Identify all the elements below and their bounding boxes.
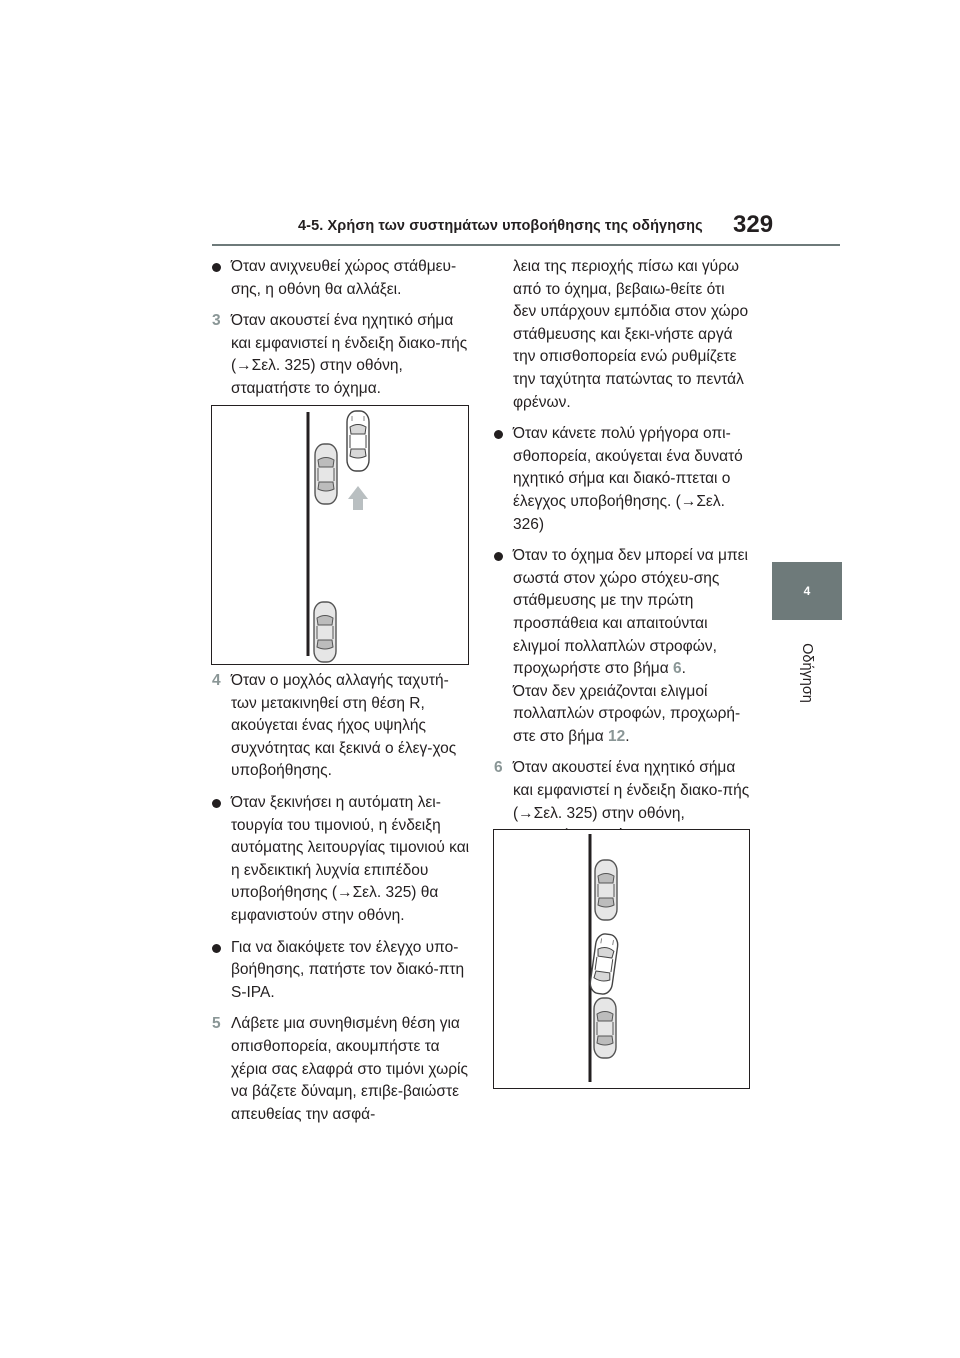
step-3 <box>212 310 470 400</box>
chapter-tab[interactable] <box>772 562 842 620</box>
bullet-icon <box>212 263 221 272</box>
page-number: 329 <box>733 211 774 238</box>
bullet-text: Όταν κάνετε πολύ γρήγορα οπι-σθοπορεία, ακούγεται ένα δυνατό ηχητικό σήμα και διακό-πτεται ο έλεγχος υποβοήθησης. (→Σελ. 326) <box>513 425 743 533</box>
own-car-icon <box>347 411 369 471</box>
bullet-text: Όταν ξεκινήσει η αυτόματη λει-τουργία του τιμονιού, η ένδειξη αυτόματης λειτουργίας τιμονιού και η ενδεικτική λυχνία επιπέδου υποβοήθησης (→Σελ. 325) θα εμφανιστούν στην οθόνη. <box>231 793 470 924</box>
parked-car-icon <box>595 860 617 920</box>
bullet-icon <box>494 430 503 439</box>
chapter-number: 4 <box>803 584 811 598</box>
chapter-label: Οδήγηση <box>799 643 815 703</box>
right-column <box>494 256 752 857</box>
parking-diagram-1-drawing <box>212 406 468 664</box>
bullet-item <box>494 423 752 536</box>
bullet-text: Όταν ανιχνευθεί χώρος στάθμευ-σης, η οθόνη θα αλλάξει. <box>231 258 457 298</box>
bullet-item <box>212 937 470 1005</box>
bullet-item <box>212 256 470 301</box>
step-text: Όταν ακουστεί ένα ηχητικό σήμα και εμφανιστεί η ένδειξη διακο-πής (→Σελ. 325) στην οθόνη, σταματήστε το όχημα. <box>231 312 468 397</box>
left-column-lower <box>212 670 470 1135</box>
bullet-text-a: Όταν το όχημα δεν μπορεί να μπει σωστά στον χώρο στόχευ-σης στάθμευσης με την πρώτη προσπάθεια και απαιτούνται ελιγμοί πολλαπλών στροφών, προχωρήστε στο βήμα <box>513 547 749 678</box>
parking-diagram-2-drawing <box>494 830 749 1088</box>
parked-car-icon <box>314 602 336 662</box>
step-5 <box>212 1013 470 1126</box>
section-title: 4-5. Χρήση των συστημάτων υποβοήθησης της οδήγησης <box>298 218 703 234</box>
header-divider <box>212 244 840 246</box>
bullet-item <box>212 792 470 928</box>
bullet-item <box>494 545 752 748</box>
step-text: λεια της περιοχής πίσω και γύρω από το όχημα, βεβαιω-θείτε ότι δεν υπάρχουν εμπόδια στον χώρο στάθμευσης και ξεκι-νήστε αργά την οπισθοπορεία ενώ ρυθμίζετε την ταχύτητα πατώντας το πεντάλ φρένων. <box>513 258 749 411</box>
step-5-continued <box>494 256 752 414</box>
bullet-text: Για να διακόψετε τον έλεγχο υπο-βοήθησης, πατήστε τον διακό-πτη S-IPA. <box>231 938 465 1001</box>
bullet-icon <box>212 944 221 953</box>
left-column <box>212 256 470 410</box>
parking-diagram-2 <box>493 829 750 1089</box>
forward-arrow-icon <box>348 486 368 510</box>
step-text: Όταν ο μοχλός αλλαγής ταχυτή-των μετακινηθεί στη θέση R, ακούγεται ένας ήχος υψηλής συχνότητας και ξεκινά ο έλεγ-χος υποβοήθησης. <box>231 672 457 780</box>
step-number: 6 <box>494 759 503 777</box>
step-text: Όταν ακουστεί ένα ηχητικό σήμα και εμφανιστεί η ένδειξη διακο-πής (→Σελ. 325) στην οθόνη, <box>513 759 750 822</box>
bullet-text-b: Όταν δεν χρειάζονται ελιγμοί πολλαπλών στροφών, προχωρή-στε στο βήμα <box>513 682 741 745</box>
bullet-icon <box>494 552 503 561</box>
parked-car-icon <box>594 998 616 1058</box>
chapter-side-label <box>790 628 824 718</box>
step-4 <box>212 670 470 783</box>
parking-diagram-1 <box>211 405 469 665</box>
step-reference[interactable]: 6 <box>673 660 682 678</box>
period: . <box>681 660 686 678</box>
step-text: Λάβετε μια συνηθισμένη θέση για οπισθοπορεία, ακουμπήστε τα χέρια σας ελαφρά στο τιμόνι χωρίς να βάζετε δύναμη, επιβε-βαιώστε απευθείας την ασφά- <box>231 1015 468 1123</box>
bullet-icon <box>212 799 221 808</box>
step-number: 5 <box>212 1015 221 1033</box>
step-number: 4 <box>212 672 221 689</box>
period: . <box>625 727 630 745</box>
own-car-icon <box>589 933 619 995</box>
parked-car-icon <box>315 444 337 504</box>
step-reference[interactable]: 12 <box>608 727 626 745</box>
step-number: 3 <box>212 312 221 330</box>
